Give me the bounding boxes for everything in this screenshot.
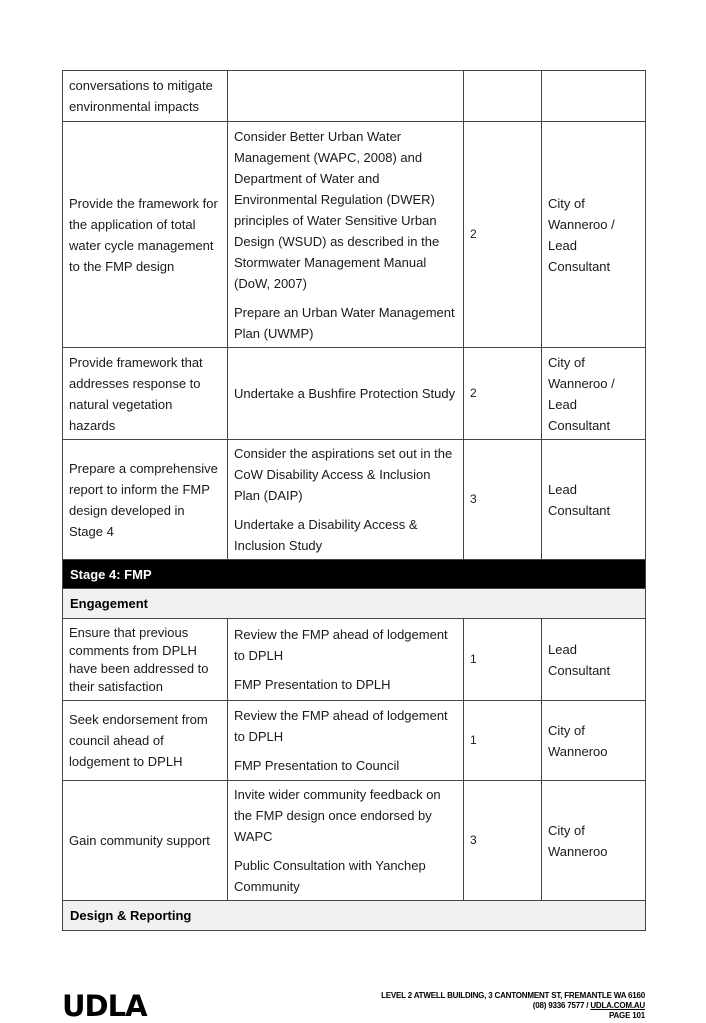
engagement-heading: Engagement xyxy=(63,589,646,619)
table-row xyxy=(63,71,646,122)
footer-separator: / xyxy=(586,1001,589,1010)
stage-heading: Stage 4: FMP xyxy=(63,560,646,589)
priority-cell: 2 xyxy=(464,122,542,348)
section-heading-row xyxy=(63,901,646,931)
action-text: FMP Presentation to DPLH xyxy=(234,677,391,692)
action-text: FMP Presentation to Council xyxy=(234,758,400,773)
priority-cell: 3 xyxy=(464,440,542,560)
responsibility-cell: Lead Consultant xyxy=(542,440,646,560)
priority-cell: 3 xyxy=(464,781,542,901)
table-row xyxy=(63,781,646,901)
action-text: Prepare an Urban Water Management Plan (UWMP) xyxy=(234,304,455,341)
actions-cell xyxy=(228,122,464,348)
actions-cell xyxy=(228,781,464,901)
actions-cell xyxy=(228,440,464,560)
priority-cell: 1 xyxy=(464,619,542,701)
footer-phone: (08) 9336 7577 xyxy=(532,1001,585,1010)
footer-contact xyxy=(381,1001,645,1011)
action-text: Consider Better Urban Water Management (WAPC, 2008) and Department of Water and Environmental Regulation (DWER) principles of Water Sensitive Urban Design (WSUD) as described in the Stormwater Management Manual (DoW, 2007) xyxy=(234,128,440,291)
table-row xyxy=(63,701,646,781)
actions-cell xyxy=(228,619,464,701)
actions-cell xyxy=(228,348,464,440)
udla-logo: UDLA xyxy=(62,989,147,1023)
priority-cell: 1 xyxy=(464,701,542,781)
responsibility-cell xyxy=(542,71,646,122)
action-text: Undertake a Disability Access & Inclusion Study xyxy=(234,517,418,553)
table-row xyxy=(63,440,646,560)
action-text: Consider the aspirations set out in the CoW Disability Access & Inclusion Plan (DAIP) xyxy=(234,446,453,503)
action-text: Review the FMP ahead of lodgement to DPLH xyxy=(234,627,448,663)
objective-cell: Ensure that previous comments from DPLH have been addressed to their satisfaction xyxy=(63,619,228,701)
actions-cell xyxy=(228,71,464,122)
action-text: Public Consultation with Yanchep Community xyxy=(234,858,426,894)
section-heading-row xyxy=(63,589,646,619)
stage-heading-row xyxy=(63,560,646,589)
objective-cell: conversations to mitigate environmental impacts xyxy=(63,71,228,122)
priority-cell xyxy=(464,71,542,122)
objective-cell: Provide framework that addresses response to natural vegetation hazards xyxy=(63,348,228,440)
table-row xyxy=(63,348,646,440)
objective-cell: Gain community support xyxy=(63,781,228,901)
responsibility-cell: City of Wanneroo / Lead Consultant xyxy=(542,122,646,348)
objective-cell: Seek endorsement from council ahead of lodgement to DPLH xyxy=(63,701,228,781)
responsibility-cell: City of Wanneroo xyxy=(542,781,646,901)
objective-cell: Prepare a comprehensive report to inform the FMP design developed in Stage 4 xyxy=(63,440,228,560)
design-heading: Design & Reporting xyxy=(63,901,646,931)
priority-cell: 2 xyxy=(464,348,542,440)
action-text: Review the FMP ahead of lodgement to DPLH xyxy=(234,708,448,744)
actions-cell xyxy=(228,701,464,781)
footer-address: LEVEL 2 ATWELL BUILDING, 3 CANTONMENT ST, FREMANTLE WA 6160 xyxy=(381,991,645,1000)
action-text: Invite wider community feedback on the FMP design once endorsed by WAPC xyxy=(234,787,441,844)
table-row xyxy=(63,619,646,701)
objective-cell: Provide the framework for the application of total water cycle management to the FMP design xyxy=(63,122,228,348)
footer-website-link[interactable]: UDLA.COM.AU xyxy=(590,1001,645,1010)
action-text: Undertake a Bushfire Protection Study xyxy=(234,386,456,401)
table-row xyxy=(63,122,646,348)
page-number: PAGE 101 xyxy=(608,1011,645,1020)
responsibility-cell: City of Wanneroo / Lead Consultant xyxy=(542,348,646,440)
responsibility-cell: City of Wanneroo xyxy=(542,701,646,781)
objectives-table xyxy=(62,70,646,931)
page-footer xyxy=(381,991,645,1021)
responsibility-cell: Lead Consultant xyxy=(542,619,646,701)
